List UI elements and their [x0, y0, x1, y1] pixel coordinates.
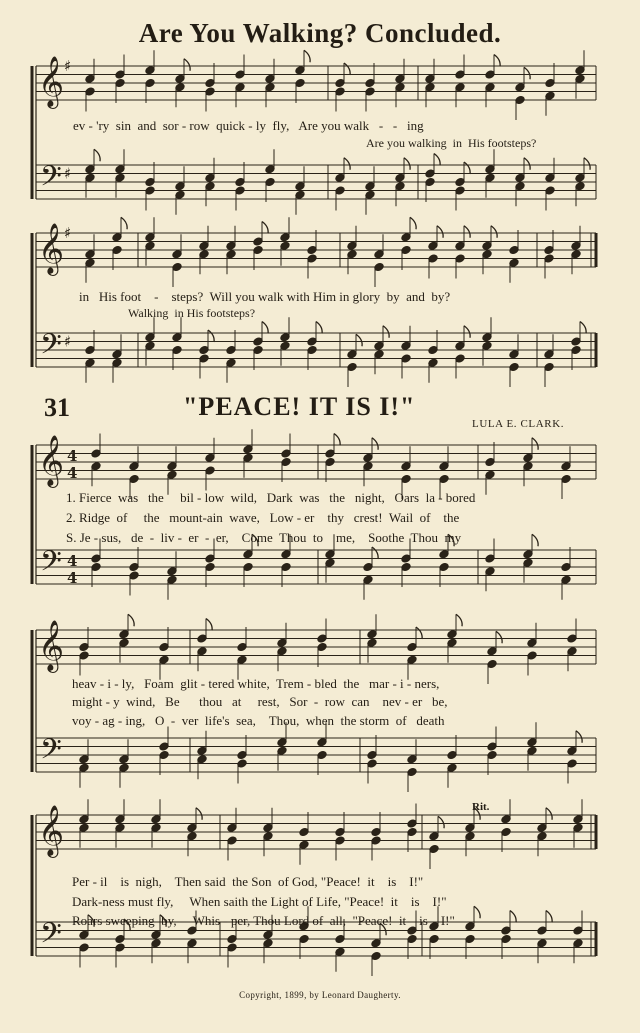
note-flag	[464, 326, 470, 338]
note-flag	[580, 322, 586, 334]
bass-clef-icon: 𝄢	[40, 328, 62, 368]
note-flag	[404, 158, 410, 170]
note-flag	[344, 63, 350, 75]
note-flag	[334, 434, 340, 446]
sharp-icon: ♯	[64, 164, 72, 183]
note-flag	[494, 55, 500, 67]
time-signature-bottom: 4	[67, 569, 78, 587]
verse-line: 1. Fierce was the bil - low wild, Dark was the night, Oars la - bored	[66, 490, 476, 505]
note-flag	[437, 226, 443, 238]
note-flag	[584, 158, 590, 170]
lyric-line: in His foot - steps? Will you walk with Him in glory by and by?	[79, 289, 451, 304]
bass-clef-icon: 𝄢	[40, 733, 62, 773]
note-flag	[496, 631, 502, 643]
note-flag	[121, 217, 127, 229]
hymn-title: "PEACE! IT IS I!"	[183, 392, 416, 421]
note-flag	[532, 438, 538, 450]
time-signature-bottom: 4	[67, 464, 78, 482]
note-flag	[372, 438, 378, 450]
treble-clef-icon: 𝄞	[38, 56, 65, 107]
hymn-number: 31	[44, 393, 70, 422]
bass-clef-icon: 𝄢	[40, 160, 62, 200]
sharp-icon: ♯	[64, 57, 72, 75]
treble-clef-icon: 𝄞	[38, 805, 65, 856]
hymn-author: LULA E. CLARK.	[472, 418, 565, 430]
note-flag	[128, 614, 134, 626]
verse-line: Per - il is nigh, Then said the Son of God, "Peace! it is I!"	[72, 874, 424, 889]
note-flag	[208, 330, 214, 342]
treble-clef-icon: 𝄞	[38, 620, 65, 671]
note-flag	[438, 816, 444, 828]
note-flag	[546, 911, 552, 923]
note-flag	[184, 59, 190, 71]
note-flag	[94, 149, 100, 161]
lyric-line: Are you walking in His footsteps?	[366, 136, 537, 150]
note-flag	[206, 619, 212, 631]
note-flag	[416, 627, 422, 639]
page-title: Are You Walking? Concluded.	[138, 18, 502, 48]
verse-line: 2. Ridge of the mount-ain wave, Low - er thy crest! Wail of the	[66, 510, 460, 525]
lyric-line: ev - 'ry sin and sor - row quick - ly fly, Are you walk - - ing	[73, 118, 424, 133]
verse-line: voy - ag - ing, O - ver life's sea, Thou, when the storm of death	[72, 713, 445, 728]
verse-line: heav - i - ly, Foam glit - tered white, Trem - bled the mar - i - ners,	[72, 676, 440, 691]
note-flag	[510, 911, 516, 923]
note-flag	[456, 614, 462, 626]
note-flag	[546, 808, 552, 820]
verse-line: Roars sweeping by, Whis - per, Thou Lord of all, "Peace! it is I!"	[72, 913, 455, 928]
verse-line: S. Je - sus, de - liv - er - er, Come Thou to me, Soothe Thou my	[66, 530, 462, 545]
note-flag	[532, 534, 538, 546]
note-flag	[410, 217, 416, 229]
treble-clef-icon: 𝄞	[38, 223, 65, 274]
lyric-line: Walking in His footsteps?	[128, 306, 256, 320]
bass-clef-icon: 𝄢	[40, 917, 62, 957]
time-signature-top: 4	[67, 447, 78, 465]
note-flag	[196, 808, 202, 820]
note-flag	[464, 226, 470, 238]
note-flag	[356, 334, 362, 346]
note-flag	[344, 158, 350, 170]
note-flag	[524, 67, 530, 79]
verse-line: might - y wind, Be thou at rest, Sor - row can nev - er be,	[72, 694, 448, 709]
sharp-icon: ♯	[64, 332, 72, 351]
note-flag	[576, 731, 582, 743]
note-flag	[262, 222, 268, 234]
verse-line: Dark-ness must fly, When saith the Light of Life, "Peace! it is I!"	[72, 894, 447, 909]
note-flag	[316, 322, 322, 334]
time-signature-top: 4	[67, 552, 78, 570]
note-flag	[262, 322, 268, 334]
note-flag	[304, 50, 310, 62]
bass-clef-icon: 𝄢	[40, 545, 62, 585]
copyright-notice: Copyright, 1899, by Leonard Daugherty.	[239, 990, 401, 1000]
treble-clef-icon: 𝄞	[38, 435, 65, 486]
note-flag	[383, 326, 389, 338]
ritardando-marking: Rit.	[472, 801, 490, 813]
note-flag	[474, 906, 480, 918]
note-flag	[491, 226, 497, 238]
note-flag	[434, 154, 440, 166]
note-flag	[464, 162, 470, 174]
note-flag	[372, 547, 378, 559]
note-flag	[524, 158, 530, 170]
sharp-icon: ♯	[64, 224, 72, 242]
